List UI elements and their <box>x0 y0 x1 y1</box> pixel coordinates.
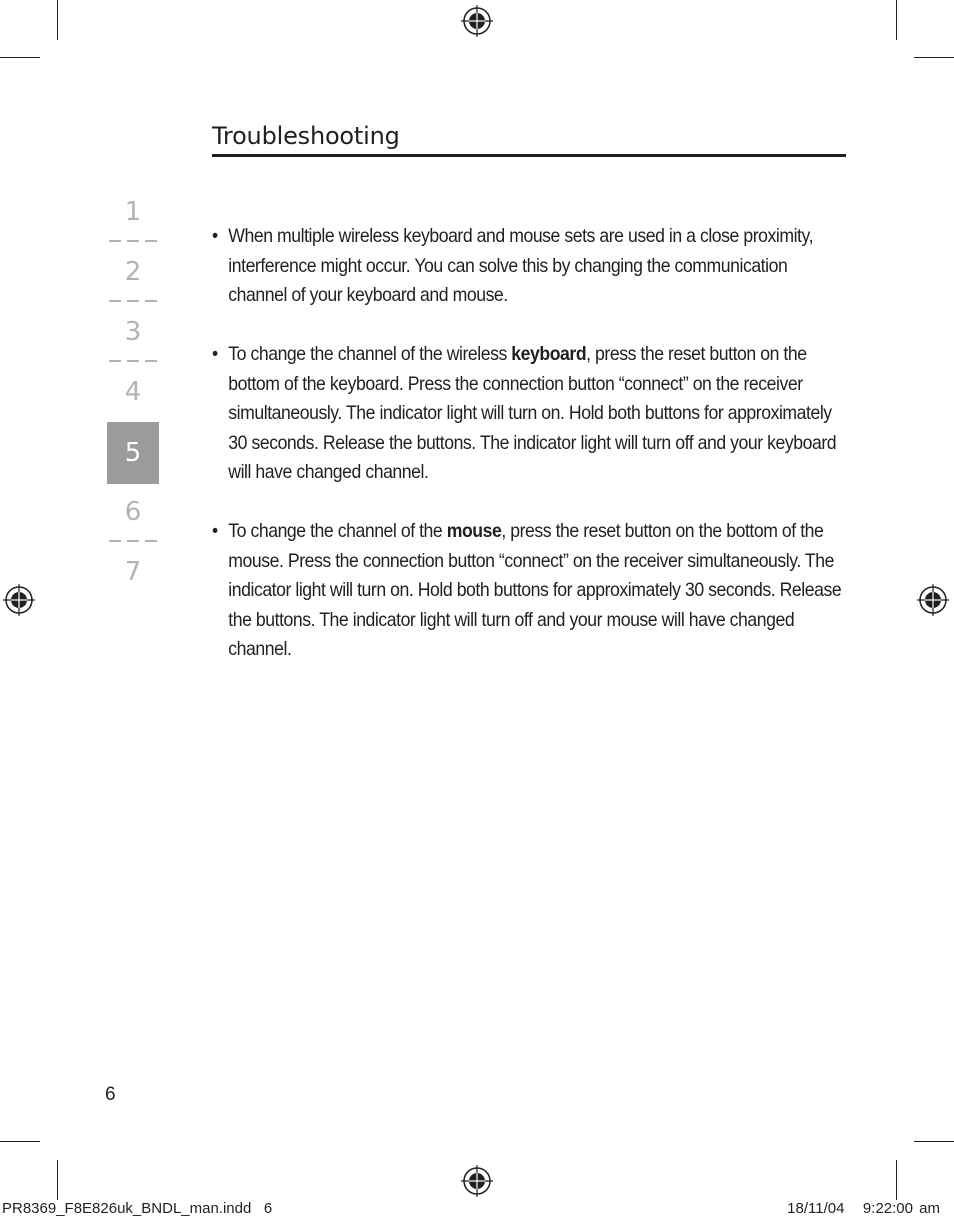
title-underline <box>212 154 846 157</box>
chapter-tab-3[interactable]: 3 <box>124 317 142 347</box>
registration-mark-icon <box>3 584 35 616</box>
chapter-tab-2[interactable]: 2 <box>124 257 142 287</box>
registration-mark-icon <box>917 584 949 616</box>
slug-datetime: 18/11/04 9:22:00 am <box>787 1200 940 1217</box>
list-item <box>212 222 850 311</box>
bullet-glyph: • <box>212 343 218 365</box>
crop-mark-top-left-horizontal <box>0 57 40 58</box>
bullet-text-bold: mouse <box>446 520 502 542</box>
chapter-separator <box>109 240 157 242</box>
chapter-tab-7[interactable]: 7 <box>124 557 142 587</box>
page-title: Troubleshooting <box>212 122 400 150</box>
bullet-text: When multiple wireless keyboard and mouse sets are used in a close proximity, interference might occur. You can solve this by changing the communication channel of your keyboard and mouse. <box>228 225 814 306</box>
slug-filename: PR8369_F8E826uk_BNDL_man.indd 6 <box>2 1200 273 1217</box>
chapter-separator <box>109 360 157 362</box>
registration-mark-icon <box>461 1165 493 1197</box>
chapter-separator <box>109 300 157 302</box>
list-item <box>212 340 850 488</box>
chapter-separator <box>109 540 157 542</box>
crop-mark-bottom-left-horizontal <box>0 1141 40 1142</box>
crop-mark-top-left-vertical <box>57 0 58 40</box>
bullet-text-bold: keyboard <box>511 343 587 365</box>
list-item <box>212 517 850 665</box>
chapter-tab-4[interactable]: 4 <box>124 377 142 407</box>
troubleshooting-list <box>212 222 842 694</box>
chapter-tab-1[interactable]: 1 <box>124 197 142 227</box>
bullet-text-pre: To change the channel of the wireless <box>228 343 512 365</box>
registration-mark-icon <box>461 5 493 37</box>
bullet-text <box>228 340 850 488</box>
chapter-tab-6[interactable]: 6 <box>124 497 142 527</box>
bullet-text-pre: To change the channel of the <box>228 520 447 542</box>
bullet-text-post: , press the reset button on the bottom of the keyboard. Press the connection button “connect” on the receiver simultaneously. The indicator light will turn on. Hold both buttons for approximately 30 seconds. Release the buttons. The indicator light will turn off and your keyboard will have changed channel. <box>228 343 837 483</box>
bullet-text <box>228 517 850 665</box>
bullet-text-post: , press the reset button on the bottom of the mouse. Press the connection button “connect” on the receiver simultaneously. The indicator light will turn on. Hold both buttons for approximately 30 seconds. Release the buttons. The indicator light will turn off and your mouse will have changed channel. <box>228 520 842 660</box>
crop-mark-bottom-right-horizontal <box>914 1141 954 1142</box>
page-number: 6 <box>105 1084 116 1105</box>
bullet-glyph: • <box>212 225 218 247</box>
bullet-glyph: • <box>212 520 218 542</box>
crop-mark-bottom-right-vertical <box>896 1160 897 1200</box>
crop-mark-bottom-left-vertical <box>57 1160 58 1200</box>
crop-mark-top-right-vertical <box>896 0 897 40</box>
chapter-tab-5-active[interactable]: 5 <box>107 422 159 484</box>
crop-mark-top-right-horizontal <box>914 57 954 58</box>
